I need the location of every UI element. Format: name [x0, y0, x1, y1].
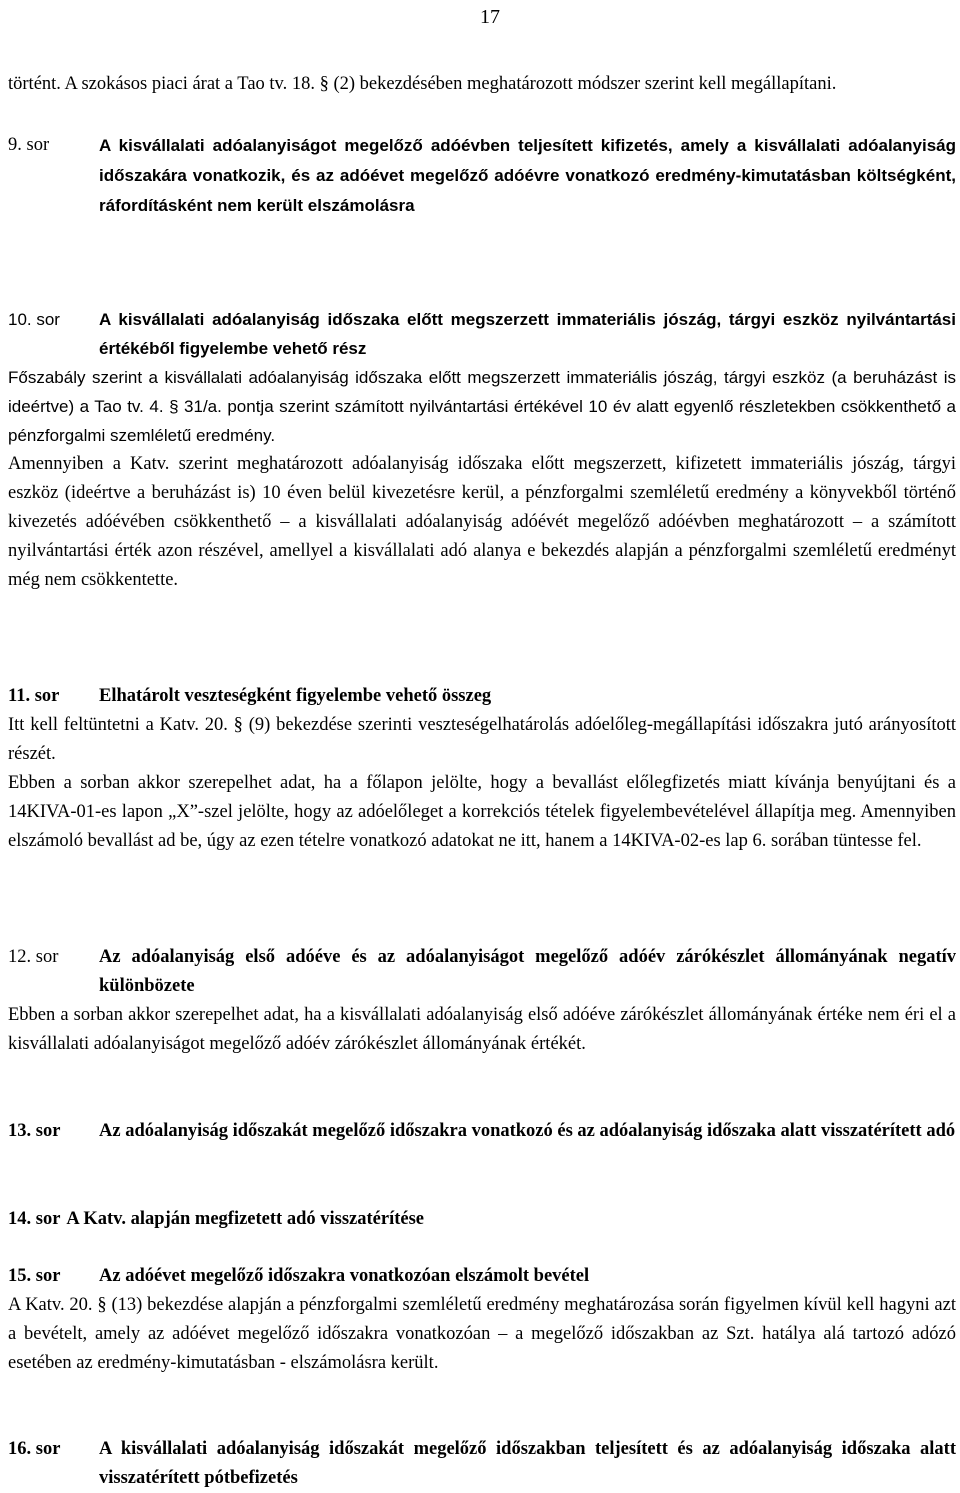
- page-number: 17: [480, 6, 500, 28]
- section-12-title: Az adóalanyiság első adóéve és az adóalanyiságot megelőző adóév zárókészlet állományának negatív különbözete: [99, 947, 956, 996]
- section-15-para-1: A Katv. 20. § (13) bekezdése alapján a pénzforgalmi szemléletű eredmény meghatározása során figyelmen kívül kell hagyni azt a bevételt, amely az adóévet megelőző időszakra vonatkozóan – a megelőző időszakban az Szt. hatálya alá tartozó adózó esetében az eredmény-kimutatásban - elszámolásra került.: [8, 1295, 956, 1373]
- section-14-label: 14. sor: [8, 1209, 61, 1229]
- section-11-para-1: Itt kell feltüntetni a Katv. 20. § (9) bekezdése szerinti veszteségelhatárolás adóelőleg-megállapítási időszakra jutó arányosított részét.: [8, 715, 956, 764]
- section-9-title: A kisvállalati adóalanyiságot megelőző adóévben teljesített kifizetés, amely a kisvállalati adóalanyiság időszakára vonatkozik, és az adóévet megelőző adóévre vonatkozó eredmény-kimutatásban költségként, ráfordításként nem került elszámolásra: [99, 136, 956, 215]
- section-9-label: 9. sor: [8, 135, 50, 155]
- section-16-title: A kisvállalati adóalanyiság időszakát megelőző időszakban teljesített és az adóalanyiság időszaka alatt visszatérített pótbefizetés: [99, 1439, 956, 1488]
- section-15: [8, 1262, 956, 1378]
- section-11-title: Elhatárolt veszteségként figyelembe vehető összeg: [99, 686, 492, 706]
- section-11-label: 11. sor: [8, 686, 60, 706]
- section-9: [8, 131, 956, 221]
- section-15-label: 15. sor: [8, 1266, 61, 1286]
- section-12-label: 12. sor: [8, 947, 59, 967]
- section-12: [8, 943, 956, 1059]
- section-11-para-2: Ebben a sorban akkor szerepelhet adat, ha a főlapon jelölte, hogy a bevallást előlegfizetés miatt kívánja benyújtani és a 14KIVA-01-es lapon „X”-szel jelölte, hogy az adóelőleget a korrekciós tételek figyelembevételével állapítja meg. Amennyiben elszámoló bevallást ad be, úgy az ezen tételre vonatkozó adatokat ne itt, hanem a 14KIVA-02-es lap 6. sorában tüntesse fel.: [8, 773, 956, 851]
- section-13-title: Az adóalanyiság időszakát megelőző időszakra vonatkozó és az adóalanyiság időszaka alatt visszatérített adó: [99, 1121, 956, 1141]
- section-14-title: A Katv. alapján megfizetett adó visszatérítése: [66, 1209, 425, 1229]
- section-16: [8, 1435, 956, 1493]
- section-13: [8, 1117, 956, 1146]
- section-10-para-2: Amennyiben a Katv. szerint meghatározott adóalanyiság időszaka előtt megszerzett, kifizetett immateriális jószág, tárgyi eszköz (ideértve a beruházást is) 10 éven belül kivezetésre kerül, a pénzforgalmi szemléletű eredmény a könyvekből történő kivezetés adóévében csökkenthető – a kisvállalati adóalanyiság adóévét megelőző adóévben meghatározott – a számított nyilvántartási érték azon részével, amellyel a kisvállalati adó alanya e bekezdés alapján a pénzforgalmi szemléletű eredményt még nem csökkentette.: [8, 454, 956, 590]
- section-15-title: Az adóévet megelőző időszakra vonatkozóan elszámolt bevétel: [99, 1266, 590, 1286]
- section-14: [8, 1205, 956, 1234]
- section-12-para-1: Ebben a sorban akkor szerepelhet adat, ha a kisvállalati adóalanyiság első adóéve zárókészlet állományának értéke nem éri el a kisvállalati adóalanyiságot megelőző adóév zárókészlet állományának értékét.: [8, 1005, 956, 1054]
- section-10: [8, 305, 956, 595]
- section-11: [8, 682, 956, 856]
- intro-paragraph: történt. A szokásos piaci árat a Tao tv. 18. § (2) bekezdésében meghatározott módszer szerint kell megállapítani.: [8, 74, 837, 94]
- section-10-label: 10. sor: [8, 310, 60, 329]
- section-10-para-1: Főszabály szerint a kisvállalati adóalanyiság időszaka előtt megszerzett immateriális jószág, tárgyi eszköz (a beruházást is ideértve) a Tao tv. 4. § 31/a. pontja szerint számított nyilvántartási értékével 10 év alatt egyenlő részletekben csökkenthető a pénzforgalmi szemléletű eredmény.: [8, 368, 956, 445]
- section-13-label: 13. sor: [8, 1121, 61, 1141]
- section-16-label: 16. sor: [8, 1439, 61, 1459]
- section-10-title: A kisvállalati adóalanyiság időszaka előtt megszerzett immateriális jószág, tárgyi eszköz nyilvántartási értékéből figyelembe vehető rész: [99, 310, 956, 358]
